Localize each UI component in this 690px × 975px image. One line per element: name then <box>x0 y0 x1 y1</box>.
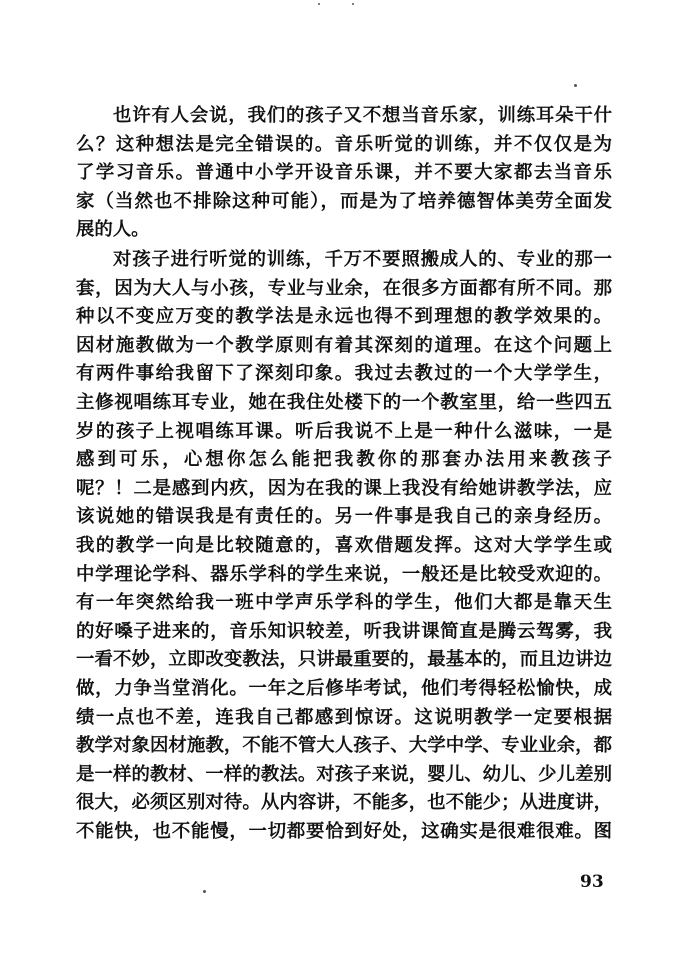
text-line: 岁的孩子上视唱练耳课。听后我说不上是一种什么滋味，一是 <box>76 420 612 442</box>
text-line: 的好嗓子进来的，音乐知识较差，听我讲课简直是腾云驾雾，我 <box>76 620 612 642</box>
page-number: 93 <box>580 872 604 892</box>
text-line: 因材施教做为一个教学原则有着其深刻的道理。在这个问题上 <box>76 334 612 356</box>
text-line: 一看不妙，立即改变教法，只讲最重要的，最基本的，而且边讲边 <box>76 649 612 671</box>
text-line: 不能快，也不能慢，一切都要恰到好处，这确实是很难很难。图 <box>76 820 612 842</box>
text-line: 也许有人会说，我们的孩子又不想当音乐家，训练耳朵干什 <box>113 105 612 126</box>
text-line: 了学习音乐。普通中小学开设音乐课，并不要大家都去当音乐 <box>76 162 612 184</box>
text-line: 绩一点也不差，连我自己都感到惊讶。这说明教学一定要根据 <box>76 706 612 728</box>
text-line: 很大，必须区别对待。从内容讲，不能多，也不能少；从进度讲， <box>76 792 612 814</box>
text-line: 教学对象因材施教，不能不管大人孩子、大学中学、专业业余，都 <box>76 735 612 757</box>
text-line: 有两件事给我留下了深刻印象。我过去教过的一个大学学生， <box>76 363 612 385</box>
text-line: 中学理论学科、器乐学科的学生来说，一般还是比较受欢迎的。 <box>76 563 612 585</box>
text-line: 是一样的教材、一样的教法。对孩子来说，婴儿、幼儿、少儿差别 <box>76 763 612 785</box>
text-line: 我的教学一向是比较随意的，喜欢借题发挥。这对大学学生或 <box>76 534 612 556</box>
text-line: 家（当然也不排除这种可能），而是为了培养德智体美劳全面发 <box>76 190 612 212</box>
text-line: 呢？！二是感到内疚，因为在我的课上我没有给她讲教学法，应 <box>76 477 612 499</box>
scan-speck <box>203 890 206 893</box>
text-line: 感到可乐，心想你怎么能把我教你的那套办法用来教孩子 <box>76 449 612 471</box>
text-line: 么？这种想法是完全错误的。音乐听觉的训练，并不仅仅是为 <box>76 133 612 155</box>
text-line: 种以不变应万变的教学法是永远也得不到理想的教学效果的。 <box>76 306 612 328</box>
paragraph-1 <box>76 102 612 245</box>
text-line: 展的人。 <box>76 219 150 241</box>
scan-speck <box>574 84 577 87</box>
text-line: 对孩子进行听觉的训练，千万不要照搬成人的、专业的那一 <box>113 249 612 270</box>
text-line: 主修视唱练耳专业，她在我住处楼下的一个教室里，给一些四五 <box>76 391 612 413</box>
text-line: 该说她的错误我是有责任的。另一件事是我自己的亲身经历。 <box>76 506 612 528</box>
text-line: 有一年突然给我一班中学声乐学科的学生，他们大都是靠天生 <box>76 592 612 614</box>
scan-speck <box>352 3 354 5</box>
text-line: 做，力争当堂消化。一年之后修毕考试，他们考得轻松愉快，成 <box>76 677 612 699</box>
text-line: 套，因为大人与小孩，专业与业余，在很多方面都有所不同。那 <box>76 277 612 299</box>
paragraph-2 <box>76 246 612 846</box>
scan-speck <box>318 3 320 5</box>
